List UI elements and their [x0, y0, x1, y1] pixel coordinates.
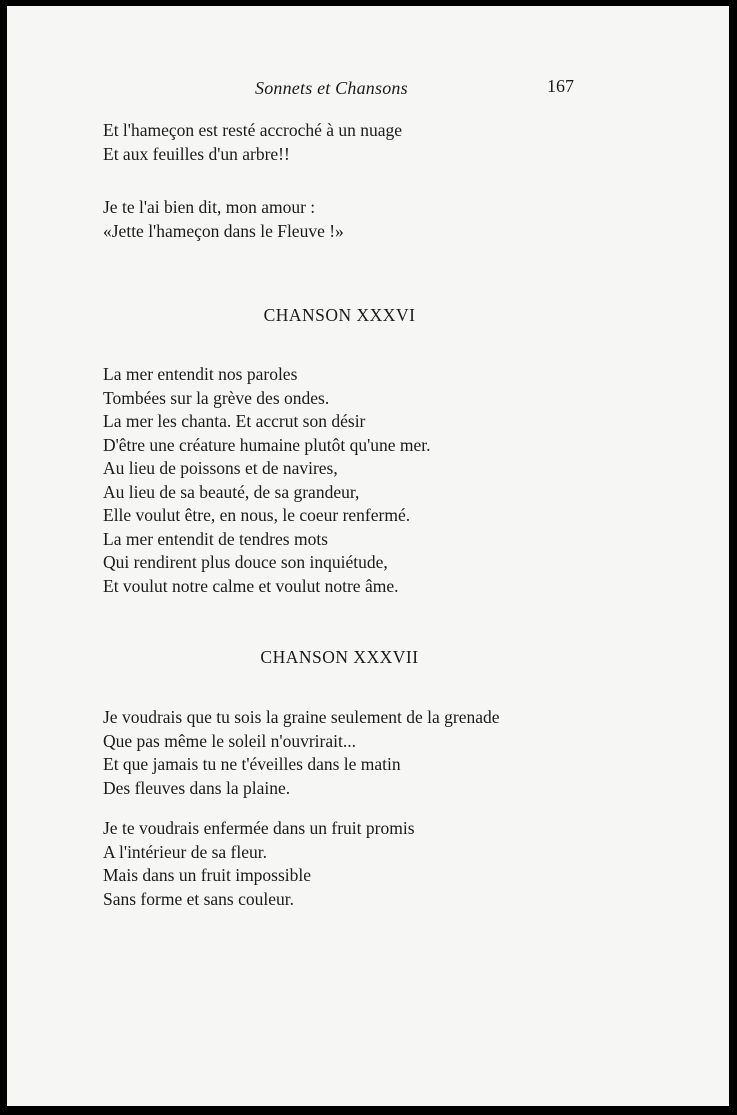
page-number: 167: [547, 76, 574, 96]
poem-line: Que pas même le soleil n'ouvrirait...: [103, 730, 356, 751]
chanson-37-stanza-2: [103, 817, 415, 911]
poem-line: Et que jamais tu ne t'éveilles dans le matin: [103, 754, 401, 774]
chanson-36-stanza: [103, 363, 431, 598]
poem-line: Tombées sur la grève des ondes.: [103, 387, 330, 408]
poem-line: Elle voulut être, en nous, le coeur renfermé.: [103, 505, 411, 525]
chanson-37-stanza-1: [103, 706, 500, 800]
running-title: Sonnets et Chansons: [255, 78, 408, 98]
continuation-stanza-2: [103, 196, 344, 243]
poem-line: Et l'hameçon est resté accroché à un nuage: [103, 120, 403, 140]
poem-line: Je te voudrais enfermée dans un fruit promis: [103, 818, 415, 838]
poem-line: D'être une créature humaine plutôt qu'une mer.: [103, 434, 431, 455]
chanson-37-title: CHANSON XXXVII: [260, 647, 419, 667]
poem-line: Au lieu de poissons et de navires,: [103, 458, 338, 478]
poem-line: La mer entendit nos paroles: [103, 364, 298, 384]
poem-line: Au lieu de sa beauté, de sa grandeur,: [103, 481, 360, 502]
poem-line: Je voudrais que tu sois la graine seulement de la grenade: [103, 707, 500, 727]
chanson-36-title: CHANSON XXXVI: [263, 305, 416, 325]
poem-line: La mer entendit de tendres mots: [103, 528, 328, 549]
poem-line: Mais dans un fruit impossible: [103, 865, 312, 885]
poem-line: Et voulut notre calme et voulut notre âme.: [103, 575, 399, 596]
poem-line: A l'intérieur de sa fleur.: [103, 841, 268, 862]
poem-line: «Jette l'hameçon dans le Fleuve !»: [103, 220, 344, 241]
poem-line: Sans forme et sans couleur.: [103, 888, 294, 909]
poem-line: Je te l'ai bien dit, mon amour :: [103, 197, 316, 217]
poem-line: Et aux feuilles d'un arbre!!: [103, 143, 290, 164]
book-page: [7, 6, 729, 1106]
poem-line: La mer les chanta. Et accrut son désir: [103, 411, 366, 431]
poem-line: Qui rendirent plus douce son inquiétude,: [103, 552, 388, 572]
continuation-stanza-1: [103, 119, 402, 166]
poem-line: Des fleuves dans la plaine.: [103, 777, 291, 798]
